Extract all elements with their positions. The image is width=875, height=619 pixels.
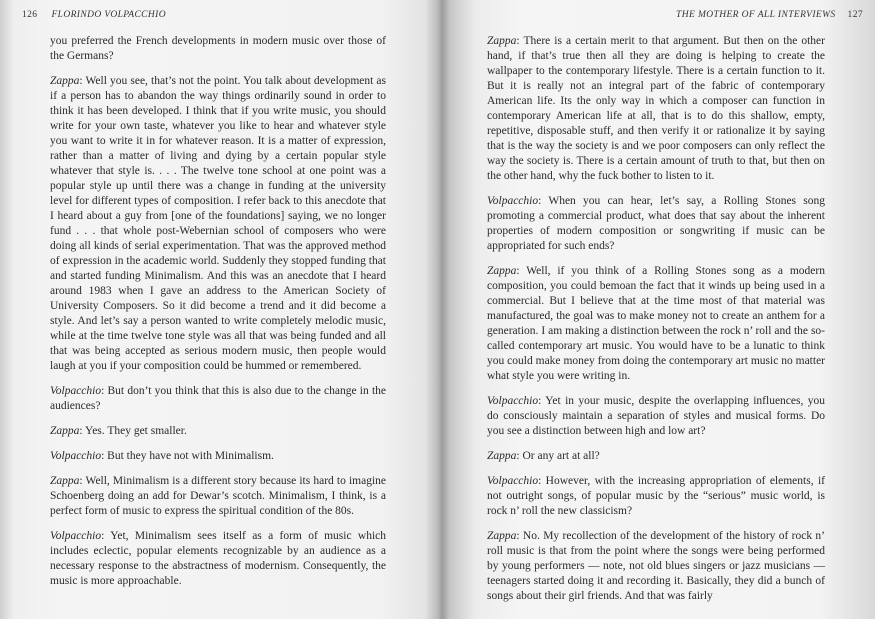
right-page-body	[487, 34, 825, 614]
speaker-name: Zappa	[50, 475, 80, 487]
left-page	[0, 0, 437, 619]
paragraph	[487, 194, 825, 254]
right-page-number: 127	[847, 10, 863, 20]
paragraph-text: : There is a certain merit to that argument. But then on the other hand, if that’s true then all they are doing is helping to create the wallpaper to the contemporary lifestyle. There is a certain function to it. But it is really not an integral part of the fabric of contemporary American life. Its the only way in which a composer can function in contemporary American life at all, that is to do this shallow, empty, repetitive, disposable stuff, and then verify it or rationalize it by saying that is the way the society is and we poor composers can only reflect the way the society is. There is a certain amount of truth to that, but then on the other hand, why the fuck bother to listen to it.	[487, 35, 825, 182]
left-page-number: 126	[22, 10, 38, 20]
paragraph-text: : Well you see, that’s not the point. You talk about development as if a person has to abandon the way things ordinarily sound in order to think it has been developed. I think that if you write music, you should write for your own taste, whatever you like to hear and whatever style you want to write it in for whatever reason. It is a matter of expression, rather than a matter of living and dying by a certain popular style whatever that style is. . . . The twelve tone school at one point was a popular style up until there was a change in funding at the university level for different types of composition. I refer back to this anecdote that I heard about a guy from [one of the foundations] saying, we no longer fund . . . that whole post-Webernian school of composers who were doing all kinds of serial experimentation. That was the approved method of expression in the academic world. Suddenly they stopped funding that and started funding Minimalism. And this was an anecdote that I heard around 1983 when I gave an address to the American Society of University Composers. So it did become a trend and it did become a style. And let’s say a person wanted to write completely melodic music, while at the time twelve tone style was all that was being funded and all that was being accepted as serious modern music, then people would laugh at you if your composition could be hummed or remembered.	[50, 75, 386, 372]
paragraph	[50, 34, 386, 64]
speaker-name: Volpacchio	[487, 195, 539, 207]
paragraph-text: : Yet, Minimalism sees itself as a form of music which includes eclectic, popular elements recognizable by an audience as a necessary response to the abstractness of modernism. Consequently, the music is more approachable.	[50, 530, 386, 587]
paragraph	[487, 264, 825, 384]
paragraph	[50, 74, 386, 374]
paragraph	[487, 34, 825, 184]
paragraph	[487, 449, 825, 464]
speaker-name: Zappa	[487, 265, 517, 277]
paragraph	[50, 424, 386, 439]
speaker-name: Zappa	[487, 450, 517, 462]
speaker-name: Zappa	[487, 530, 517, 542]
left-page-body	[50, 34, 386, 599]
speaker-name: Zappa	[50, 425, 80, 437]
left-running-header	[22, 10, 397, 20]
speaker-name: Volpacchio	[50, 530, 102, 542]
paragraph-text: : Yes. They get smaller.	[79, 425, 187, 437]
paragraph-text: : Well, if you think of a Rolling Stones song as a modern composition, you could bemoan the fact that it winds up being used in a commercial. But I believe that at the time most of that material was manufactured, the goal was to make money not to create an anthem for a generation. I am making a distinction between the rock n’ roll and the so-called contemporary art music. You would have to be a lunatic to think you could make money from doing the contemporary art music no matter what style you were writing in.	[487, 265, 825, 382]
paragraph	[487, 394, 825, 439]
paragraph-text: : When you can hear, let’s say, a Rolling Stones song promoting a commercial product, what does that say about the inherent properties of modern composition or songwriting if music can be appropriated for such ends?	[487, 195, 825, 252]
right-running-head: THE MOTHER OF ALL INTERVIEWS	[676, 10, 836, 20]
paragraph-text: : No. My recollection of the development of the history of rock n’ roll music is that from the point where the songs were being performed by young performers — note, not old blues singers or jazz musicians — teenagers started doing it and recording it. Basically, they did a bunch of songs about their girl friends. And that was fairly	[487, 530, 825, 602]
paragraph-text: : Well, Minimalism is a different story because its hard to imagine Schoenberg doing an add for Dewar’s scotch. Minimalism, I think, is a perfect form of music to express the spiritual condition of the 80s.	[50, 475, 386, 517]
paragraph-text: : But don’t you think that this is also due to the change in the audiences?	[50, 385, 386, 412]
paragraph-text: : However, with the increasing appropriation of elements, if not outright songs, of popular music by the “serious” music world, is rock n’ roll the new classicism?	[487, 475, 825, 517]
paragraph-text: : Or any art at all?	[516, 450, 600, 462]
speaker-name: Volpacchio	[50, 450, 102, 462]
paragraph	[50, 449, 386, 464]
paragraph-text: you preferred the French developments in modern music over those of the Germans?	[50, 35, 386, 62]
paragraph	[50, 529, 386, 589]
left-running-head: FLORINDO VOLPACCHIO	[51, 10, 167, 20]
speaker-name: Volpacchio	[487, 475, 539, 487]
right-running-header	[641, 10, 863, 20]
paragraph	[50, 474, 386, 519]
speaker-name: Zappa	[50, 75, 80, 87]
speaker-name: Zappa	[487, 35, 517, 47]
right-page	[441, 0, 875, 619]
paragraph-text: : Yet in your music, despite the overlapping influences, you do consciously maintain a separation of styles and musical forms. Do you see a distinction between high and low art?	[487, 395, 825, 437]
paragraph	[487, 474, 825, 519]
paragraph-text: : But they have not with Minimalism.	[101, 450, 274, 462]
speaker-name: Volpacchio	[50, 385, 102, 397]
paragraph	[50, 384, 386, 414]
speaker-name: Volpacchio	[487, 395, 539, 407]
paragraph	[487, 529, 825, 604]
